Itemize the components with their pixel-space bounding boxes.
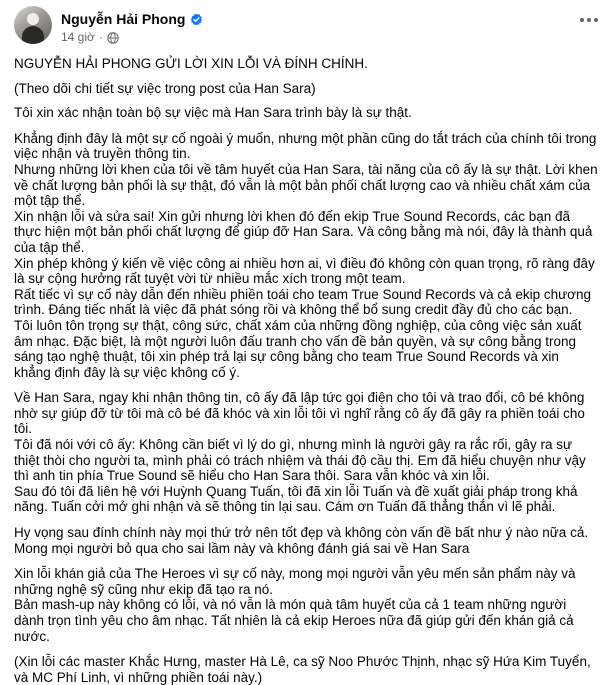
post-paragraph: Hy vọng sau đính chính này mọi thứ trở nên tốt đẹp và không còn vấn đề bất như ý nào nữa cả. [14,525,589,541]
post-body [14,56,599,685]
post-paragraph: Xin nhận lỗi và sửa sai! Xin gửi nhưng lời khen đó đến ekip True Sound Records, các bạn đã thực hiện một bản phối chất lượng để giúp đỡ Han Sara. Và công bằng mà nói, đây là thành quả của tập thể. [14,208,593,255]
post-header [14,6,203,45]
separator-dot: · [98,30,103,44]
post-paragraph: Mong mọi người bỏ qua cho sai lầm này và không đánh giá sai về Han Sara [14,540,470,556]
author-name-row [61,10,203,28]
post-paragraph: Tôi luôn tôn trọng sự thật, công sức, chất xám của những đồng nghiệp, của công việc sản xuất âm nhạc. Đặc biệt, là một người luôn đấu tranh cho vấn đề bản quyền, và sự công bằng trong sáng tạo nghệ thuật, tôi xin phép trả lại sự công bằng cho team True Sound Records và xin khẳng định đây là sự việc không cố ý. [14,317,582,380]
more-options-icon[interactable] [576,10,602,30]
post-timestamp[interactable]: 14 giờ [61,30,95,44]
globe-icon[interactable] [107,31,119,43]
author-meta [61,10,203,45]
post-paragraph: Rất tiếc vì sự cố này dẫn đến nhiều phiền toái cho team True Sound Records và cả ekip chương trình. Đáng tiếc nhất là việc đã phát sóng rồi và không thể bổ sung credit đầy đủ cho các bạn. [14,286,592,318]
verified-badge-icon [190,13,203,26]
post-paragraph: (Xin lỗi các master Khắc Hưng, master Hà Lê, ca sỹ Noo Phước Thịnh, nhạc sỹ Hứa Kim Tuyển, và MC Phí Linh, vì những phiền toái này.) [14,654,591,685]
author-avatar[interactable] [14,6,52,44]
post-paragraph: Về Han Sara, ngay khi nhận thông tin, cô ấy đã lập tức gọi điện cho tôi và trao đổi, cô bé không nhờ sự giúp đỡ từ tôi mà cô bé đã khóc và xin lỗi tôi vì nghĩ rằng cô ấy đã gây ra phiền toái cho tôi. [14,390,585,437]
post-paragraph: Tôi đã nói với cô ấy: Không cần biết vì lý do gì, nhưng mình là người gây ra rắc rối, gây ra sự thiệt thòi cho người ta, mình phải có trách nhiệm và thái độ cầu thị. Em đã hiểu chuyện như vậy thì anh tin phía True Sound sẽ hiểu cho Han Sara thôi. Sara vẫn khóc và xin lỗi. [14,437,586,484]
post-paragraph: Tôi xin xác nhận toàn bộ sự việc mà Han Sara trình bày là sự thật. [14,105,412,121]
post-paragraph: Xin lỗi khán giả của The Heroes vì sự cố này, mong mọi người vẫn yêu mến sản phẩm này và những nghệ sỹ cũng như ekip đã tạo ra nó. [14,566,576,597]
post-paragraph: Nhưng những lời khen của tôi về tâm huyết của Han Sara, tài năng của cô ấy là sự thật. Lời khen về chất lượng bản phối là sự thật, đó vẫn là một bản phối chất lượng cao và nhiều chất xám của một tập thể. [14,161,598,209]
post-paragraph: Sau đó tôi đã liên hệ với Huỳnh Quang Tuấn, tôi đã xin lỗi Tuấn và đề xuất giải pháp trong khả năng. Tuấn cởi mở ghi nhận và sẽ thông tin lại sau. Cám ơn Tuấn đã thẳng thắn vì lẽ phải. [14,483,578,515]
post-subtitle [61,29,203,45]
author-name[interactable]: Nguyễn Hải Phong [61,11,186,27]
post-paragraph: Xin phép không ý kiến về việc công ai nhiều hơn ai, vì điều đó không còn quan trọng, rõ ràng đây là sự cộng hưởng rất tuyệt vời từ nhiều mắc xích trong một team. [14,255,595,287]
post-paragraph: (Theo dõi chi tiết sự việc trong post của Han Sara) [14,80,316,96]
post-paragraph: Bản mash-up này không có lỗi, và nó vẫn là món quà tâm huyết của cả 1 team những người dành trọn tình yêu cho âm nhạc. Tất nhiên là cả ekip Heroes nữa đã giúp gửi đến khán giả cả nước. [14,597,574,644]
post-paragraph: Khẳng định đây là một sự cố ngoài ý muốn, nhưng một phần cũng do tắt trách của chính tôi trong việc nhận và truyền thông tin. [14,130,597,162]
post-title-line: NGUYỄN HẢI PHONG GỬI LỜI XIN LỖI VÀ ĐÍNH CHÍNH. [14,56,368,71]
